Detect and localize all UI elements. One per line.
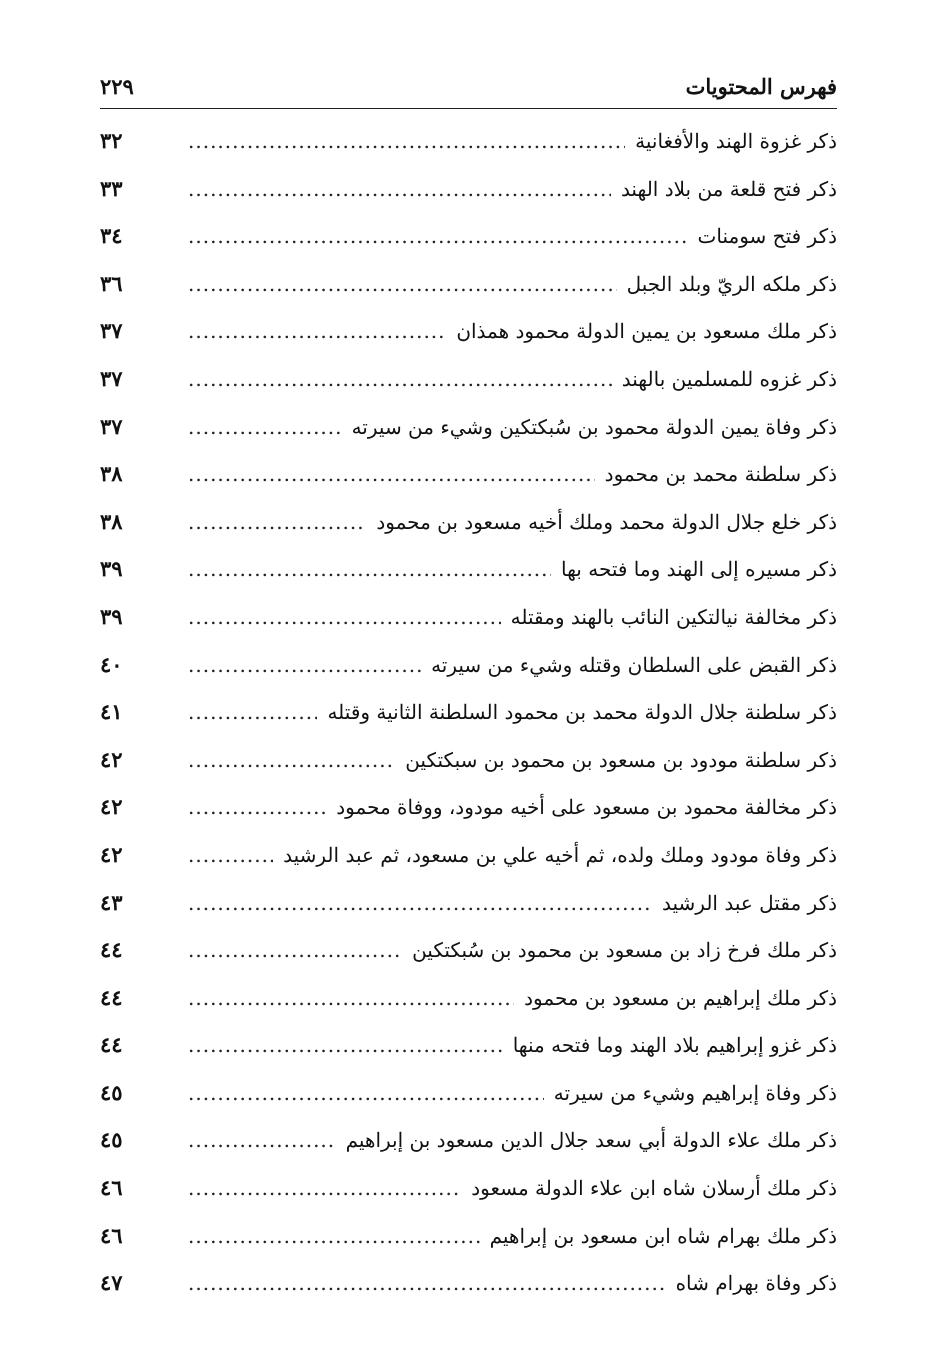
toc-entry-title: ذكر ملك فرخ زاد بن مسعود بن محمود بن سُبكتكين xyxy=(412,938,837,963)
toc-entry xyxy=(100,414,837,462)
dot-leader xyxy=(188,557,551,581)
toc-entry-page-number: ٤٥ xyxy=(100,1127,123,1153)
toc-entry xyxy=(100,842,837,890)
toc-entry-title: ذكر وفاة إبراهيم وشيء من سيرته xyxy=(553,1080,837,1105)
toc-entry-page-number: ٣٢ xyxy=(100,128,123,153)
table-of-contents xyxy=(100,128,837,1318)
toc-entry-page-number: ٣٨ xyxy=(100,508,123,534)
dot-leader xyxy=(188,367,612,391)
toc-entry-page-number: ٤٤ xyxy=(100,984,123,1010)
dot-leader xyxy=(188,415,342,439)
toc-entry-page-number: ٣٧ xyxy=(100,365,123,391)
toc-entry-title: ذكر مخالفة محمود بن مسعود على أخيه مودود، ووفاة محمود xyxy=(336,795,837,820)
page-header xyxy=(100,74,837,110)
toc-entry-title: ذكر فتح سومنات xyxy=(697,224,837,249)
toc-entry-title: ذكر ملك علاء الدولة أبي سعد جلال الدين مسعود بن إبراهيم xyxy=(345,1128,837,1153)
dot-leader xyxy=(188,319,446,343)
toc-entry-title: ذكر غزوة الهند والأفغانية xyxy=(635,129,837,153)
toc-entry-page-number: ٤٢ xyxy=(100,746,123,772)
toc-entry-title: ذكر فتح قلعة من بلاد الهند xyxy=(620,176,837,201)
toc-entry-title: ذكر وفاة بهرام شاه xyxy=(675,1271,837,1296)
dot-leader xyxy=(188,224,688,248)
toc-entry xyxy=(100,937,837,985)
header-title: فهرس المحتويات xyxy=(685,74,837,99)
toc-entry xyxy=(100,1127,837,1175)
header-page-number: ٢٢٩ xyxy=(100,74,134,99)
dot-leader xyxy=(188,177,611,201)
toc-entry-page-number: ٤٦ xyxy=(100,1175,123,1201)
dot-leader xyxy=(188,843,273,867)
dot-leader xyxy=(188,748,395,772)
toc-entry-title: ذكر مقتل عبد الرشيد xyxy=(662,890,837,915)
toc-entry-title: ذكر وفاة يمين الدولة محمود بن سُبكتكين وشيء من سيرته xyxy=(351,414,837,439)
toc-entry-page-number: ٤٧ xyxy=(100,1270,123,1296)
toc-entry xyxy=(100,1032,837,1080)
dot-leader xyxy=(188,938,402,962)
toc-entry-page-number: ٤٤ xyxy=(100,1032,123,1058)
toc-entry-page-number: ٣٧ xyxy=(100,318,123,344)
toc-entry xyxy=(100,128,837,176)
toc-entry-title: ذكر سلطنة مودود بن مسعود بن محمود بن سبكتكين xyxy=(405,747,837,772)
toc-entry-page-number: ٤١ xyxy=(100,699,123,725)
toc-entry xyxy=(100,318,837,366)
dot-leader xyxy=(188,1224,480,1248)
dot-leader xyxy=(188,1033,503,1057)
dot-leader xyxy=(188,510,366,534)
toc-entry-title: ذكر مسيره إلى الهند وما فتحه بها xyxy=(560,557,837,582)
toc-entry-title: ذكر ملك مسعود بن يمين الدولة محمود همذان xyxy=(456,319,837,344)
toc-entry-title: ذكر غزو إبراهيم بلاد الهند وما فتحه منها xyxy=(512,1033,837,1058)
toc-entry-page-number: ٤٠ xyxy=(100,651,123,677)
toc-entry xyxy=(100,1270,837,1318)
dot-leader xyxy=(188,653,421,677)
toc-entry xyxy=(100,271,837,319)
toc-entry xyxy=(100,1175,837,1223)
toc-entry-title: ذكر سلطنة جلال الدولة محمد بن محمود السلطنة الثانية وقتله xyxy=(327,700,837,725)
toc-entry-page-number: ٤٣ xyxy=(100,889,123,915)
dot-leader xyxy=(188,986,514,1010)
toc-entry xyxy=(100,985,837,1033)
toc-entry-page-number: ٣٣ xyxy=(100,175,123,201)
toc-entry-page-number: ٣٩ xyxy=(100,556,123,582)
toc-entry xyxy=(100,890,837,938)
toc-entry-title: ذكر القبض على السلطان وقتله وشيء من سيرته xyxy=(431,652,837,677)
toc-entry-title: ذكر مخالفة نيالتكين النائب بالهند ومقتله xyxy=(510,604,837,629)
toc-entry-page-number: ٤٤ xyxy=(100,937,123,963)
toc-entry-page-number: ٤٢ xyxy=(100,794,123,820)
toc-entry xyxy=(100,699,837,747)
toc-entry xyxy=(100,1223,837,1271)
toc-entry xyxy=(100,794,837,842)
toc-entry-page-number: ٣٤ xyxy=(100,223,123,249)
toc-entry xyxy=(100,509,837,557)
dot-leader xyxy=(188,129,625,153)
toc-entry xyxy=(100,604,837,652)
dot-leader xyxy=(188,891,652,915)
toc-entry-page-number: ٤٢ xyxy=(100,841,123,867)
toc-entry xyxy=(100,223,837,271)
toc-entry-page-number: ٣٨ xyxy=(100,461,123,487)
toc-entry-page-number: ٣٩ xyxy=(100,603,123,629)
toc-entry-title: ذكر غزوه للمسلمين بالهند xyxy=(621,366,837,391)
toc-entry-page-number: ٤٥ xyxy=(100,1079,123,1105)
toc-entry xyxy=(100,1080,837,1128)
toc-entry-title: ذكر ملك أرسلان شاه ابن علاء الدولة مسعود xyxy=(471,1176,837,1201)
toc-entry-title: ذكر ملك بهرام شاه ابن مسعود بن إبراهيم xyxy=(489,1223,837,1248)
toc-entry xyxy=(100,747,837,795)
dot-leader xyxy=(188,795,326,819)
dot-leader xyxy=(188,1176,461,1200)
toc-entry xyxy=(100,461,837,509)
toc-entry xyxy=(100,556,837,604)
toc-entry-title: ذكر سلطنة محمد بن محمود xyxy=(604,462,837,487)
dot-leader xyxy=(188,462,595,486)
dot-leader xyxy=(188,1081,544,1105)
toc-entry-title: ذكر خلع جلال الدولة محمد وملك أخيه مسعود بن محمود xyxy=(376,509,837,534)
toc-entry xyxy=(100,652,837,700)
dot-leader xyxy=(188,605,501,629)
dot-leader xyxy=(188,700,317,724)
dot-leader xyxy=(188,272,617,296)
header-divider xyxy=(100,108,837,109)
dot-leader xyxy=(188,1128,336,1152)
toc-entry-page-number: ٣٦ xyxy=(100,270,123,296)
dot-leader xyxy=(188,1271,666,1295)
toc-entry xyxy=(100,366,837,414)
toc-entry-page-number: ٣٧ xyxy=(100,413,123,439)
toc-entry-page-number: ٤٦ xyxy=(100,1222,123,1248)
toc-entry-title: ذكر ملك إبراهيم بن مسعود بن محمود xyxy=(524,985,837,1010)
toc-entry xyxy=(100,176,837,224)
toc-entry-title: ذكر وفاة مودود وملك ولده، ثم أخيه علي بن مسعود، ثم عبد الرشيد xyxy=(283,842,837,867)
toc-entry-title: ذكر ملكه الريّ وبلد الجبل xyxy=(626,271,837,296)
